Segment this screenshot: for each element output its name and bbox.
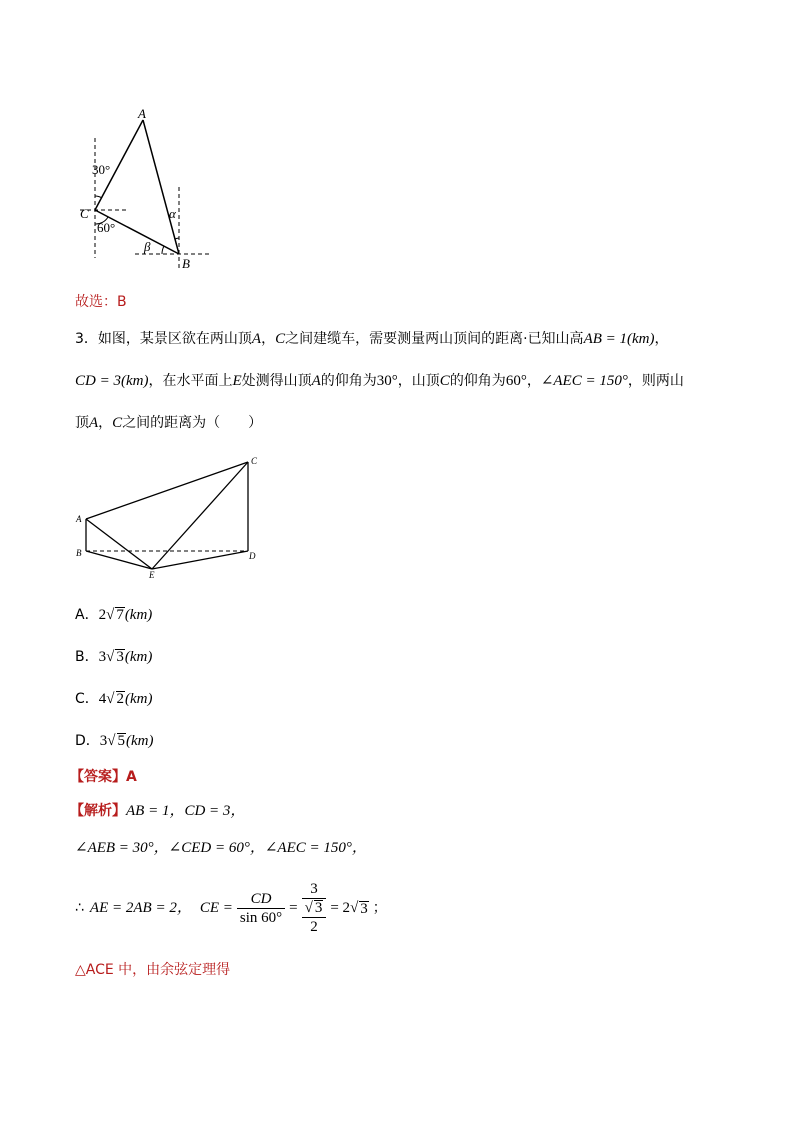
q-eq-cd: CD = 3(km) — [75, 373, 149, 389]
side-ab — [143, 120, 179, 254]
label-a: A — [138, 106, 146, 121]
option-radicand: 5 — [117, 733, 126, 749]
q-text: ， — [526, 373, 541, 389]
arc-beta — [162, 246, 164, 254]
option-letter: D． — [75, 733, 100, 749]
option-d[interactable]: D．3√ 5(km) — [75, 733, 154, 749]
q-text: ， — [98, 415, 113, 431]
figure-1-triangle — [80, 100, 220, 280]
arc-30 — [95, 196, 102, 198]
option-coef: 2 — [98, 607, 107, 623]
figure-2-mountains — [72, 452, 272, 582]
option-b[interactable]: B．3√ 3(km) — [75, 649, 153, 665]
answer-label: 【答案】 — [70, 769, 126, 785]
line-ce — [152, 462, 248, 569]
q-deg: 60° — [505, 373, 527, 389]
answer-line — [70, 767, 137, 787]
frac-denominator: sin 60° — [239, 909, 283, 926]
line-ac — [86, 462, 248, 519]
option-unit: (km) — [124, 607, 153, 623]
inner-numerator: √ 3 — [302, 899, 327, 918]
analysis-text: AB = 1，CD = 3， — [126, 803, 246, 819]
analysis-line-1 — [70, 801, 245, 821]
q-var: C — [439, 373, 450, 389]
label-c: C — [251, 456, 258, 466]
inner-radicand: 3 — [314, 900, 323, 916]
option-coef: 3 — [99, 733, 108, 749]
question-line-1 — [75, 329, 669, 349]
question-line-2 — [75, 371, 684, 391]
option-coef: 3 — [98, 649, 107, 665]
q-text: 之间建缆车，需要测量两山顶间的距离 — [285, 331, 524, 347]
frac-denominator-compound — [302, 899, 327, 936]
q-text: ，则两山 — [627, 373, 684, 389]
option-a[interactable]: A．2√ 7(km) — [75, 607, 153, 623]
equals-sign: = — [289, 900, 298, 916]
q-var: E — [232, 373, 242, 389]
analysis-line-2 — [75, 838, 367, 858]
question-line-3 — [75, 413, 262, 433]
frac-numerator: 3 — [302, 880, 327, 899]
label-60: 60° — [97, 220, 116, 235]
label-c: C — [80, 206, 89, 221]
q-var: A — [89, 415, 99, 431]
option-letter: A． — [75, 607, 99, 623]
previous-answer: 故选：B — [75, 294, 127, 310]
analysis-line-3: ∴ AE = 2AB = 2， CE = $\frac{CD}{\sin 60^\circ}$ = $\frac{3}{\frac{√ 3}{2}}$ = 2 √ 3 ； — [75, 881, 387, 935]
question-number: 3． — [75, 331, 98, 347]
label-b: B — [182, 256, 190, 271]
option-letter: B． — [75, 649, 99, 665]
line-be — [86, 551, 152, 569]
label-a: A — [76, 514, 82, 524]
label-b: B — [76, 548, 82, 558]
option-c[interactable]: C．4√ 2(km) — [75, 691, 153, 707]
line-ae — [86, 519, 152, 569]
q-text: ，山顶 — [397, 373, 440, 389]
option-radicand: 7 — [116, 607, 124, 623]
q-text: ，在水平面上 — [148, 373, 233, 389]
result-coef: = 2 — [330, 900, 351, 916]
answer-value: A — [126, 769, 137, 785]
option-letter: C． — [75, 691, 99, 707]
label-beta: β — [144, 239, 151, 254]
inner-denominator: 2 — [310, 919, 318, 935]
option-unit: (km) — [126, 733, 154, 749]
fraction-cd-sin60 — [237, 890, 285, 927]
therefore-sign: ∴ — [75, 900, 84, 916]
result-radicand: 3 — [360, 900, 368, 917]
option-radicand: 3 — [116, 649, 124, 665]
label-alpha: α — [169, 206, 176, 221]
analysis-text: AE = 2AB = 2， — [89, 900, 192, 916]
q-text: 已知山高 — [527, 331, 584, 347]
inner-fraction — [302, 899, 327, 936]
q-text: 如图，某景区欲在两山顶 — [97, 331, 252, 347]
frac-numerator: CD — [237, 890, 285, 909]
option-unit: (km) — [125, 691, 153, 707]
q-text: 顶 — [75, 415, 89, 431]
fraction-3-over-root3-2 — [302, 880, 327, 936]
label-d: D — [249, 551, 256, 561]
q-text: 处测得山顶 — [241, 373, 312, 389]
q-text: · — [523, 331, 528, 347]
q-text: 的仰角为 — [320, 373, 377, 389]
q-var: A — [251, 331, 262, 347]
q-deg: 30° — [376, 373, 398, 389]
arc-alpha — [175, 238, 179, 239]
q-var: C — [112, 415, 123, 431]
label-e: E — [149, 570, 155, 580]
option-unit: (km) — [124, 649, 153, 665]
q-text: ， — [654, 331, 669, 347]
semicolon: ； — [372, 900, 387, 916]
option-radicand: 2 — [116, 691, 125, 707]
ce-lhs: CE = — [199, 900, 233, 916]
analysis-label: 【解析】 — [70, 803, 126, 819]
analysis-line-4: △ACE 中，由余弦定理得 — [75, 962, 231, 978]
analysis-text: ∠AEB = 30°，∠CED = 60°，∠AEC = 150°， — [75, 840, 367, 856]
label-30: 30° — [92, 162, 111, 177]
option-coef: 4 — [98, 691, 107, 707]
q-var: C — [275, 331, 286, 347]
q-text: 之间的距离为（ ） — [122, 415, 263, 431]
q-var: A — [311, 373, 321, 389]
q-text: ， — [261, 331, 276, 347]
q-eq-ab: AB = 1(km) — [583, 331, 655, 347]
q-eq-aec: ∠AEC = 150° — [540, 373, 628, 389]
q-text: 的仰角为 — [449, 373, 506, 389]
